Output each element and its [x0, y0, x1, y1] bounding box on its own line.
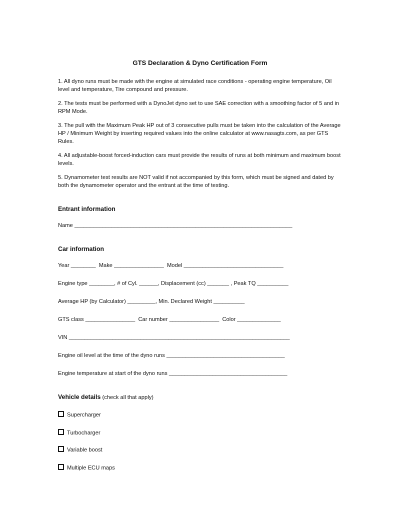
name-field[interactable] — [58, 222, 342, 230]
car-line-1-text: Year ________ Make ________________ Model ________________________________ — [58, 263, 284, 269]
checkbox-icon[interactable] — [58, 429, 64, 435]
checkbox-icon[interactable] — [58, 446, 64, 452]
checkbox-supercharger[interactable] — [58, 411, 342, 420]
car-line-class-number-color[interactable] — [58, 316, 342, 324]
rule-1: 1. All dyno runs must be made with the engine at simulated race conditions - operating engine temperature, Oil level and temperature, Tire compound and pressure. — [58, 79, 332, 93]
rule-2: 2. The tests must be performed with a DynoJet dyno set to use SAE correction with a smoothing factor of 5 and in RPM Mode. — [58, 101, 339, 115]
rule-3: 3. The pull with the Maximum Peak HP out of 3 consecutive pulls must be taken into the calculation of the Average HP / Minimum Weight by inserting required values into the online calculator at www.nasagts.com, as per GTS Rules. — [58, 123, 341, 145]
rule-4: 4. All adjustable-boost forced-induction cars must provide the results of runs at both minimum and maximum boost levels. — [58, 153, 341, 167]
car-line-4-text: GTS class ________________ Car number ________________ Color ______________ — [58, 317, 281, 323]
name-label: Name ______________________________________________________________________ — [58, 223, 293, 229]
checkbox-label: Turbocharger — [67, 430, 101, 436]
car-line-2-text: Engine type ________, # of Cyl. ______, Displacement (cc) _______ , Peak TQ __________ — [58, 281, 289, 287]
checkbox-multiple-ecu-maps[interactable] — [58, 464, 342, 473]
car-heading: Car information — [58, 246, 105, 253]
car-line-5-text: VIN _______________________________________________________________________ — [58, 335, 290, 341]
checkbox-variable-boost[interactable] — [58, 446, 342, 455]
vehicle-heading: Vehicle details — [58, 394, 101, 401]
car-line-vin[interactable] — [58, 334, 342, 342]
car-line-oil-level[interactable] — [58, 352, 342, 360]
vehicle-heading-row — [58, 394, 342, 402]
checkbox-icon[interactable] — [58, 411, 64, 417]
car-line-engine[interactable] — [58, 280, 342, 288]
checkbox-icon[interactable] — [58, 464, 64, 470]
car-line-7-text: Engine temperature at start of the dyno runs ______________________________________ — [58, 371, 288, 377]
form-title: GTS Declaration & Dyno Certification Form — [132, 60, 268, 67]
car-line-engine-temp[interactable] — [58, 370, 342, 378]
car-line-6-text: Engine oil level at the time of the dyno runs ______________________________________ — [58, 353, 285, 359]
checkbox-label: Multiple ECU maps — [67, 465, 115, 471]
entrant-heading: Entrant information — [58, 206, 116, 213]
rule-5: 5. Dynamometer test results are NOT valid if not accompanied by this form, which must be signed and dated by both the dynamometer operator and the entrant at the time of testing. — [58, 175, 334, 189]
vehicle-note: (check all that apply) — [100, 395, 154, 401]
checkbox-turbocharger[interactable] — [58, 429, 342, 438]
car-line-year-make-model[interactable] — [58, 262, 342, 270]
car-line-average-hp[interactable] — [58, 298, 342, 306]
car-line-3-text: Average HP (by Calculator) _________, Min. Declared Weight __________ — [58, 299, 245, 305]
checkbox-label: Supercharger — [67, 412, 101, 419]
checkbox-label: Variable boost — [67, 447, 103, 454]
